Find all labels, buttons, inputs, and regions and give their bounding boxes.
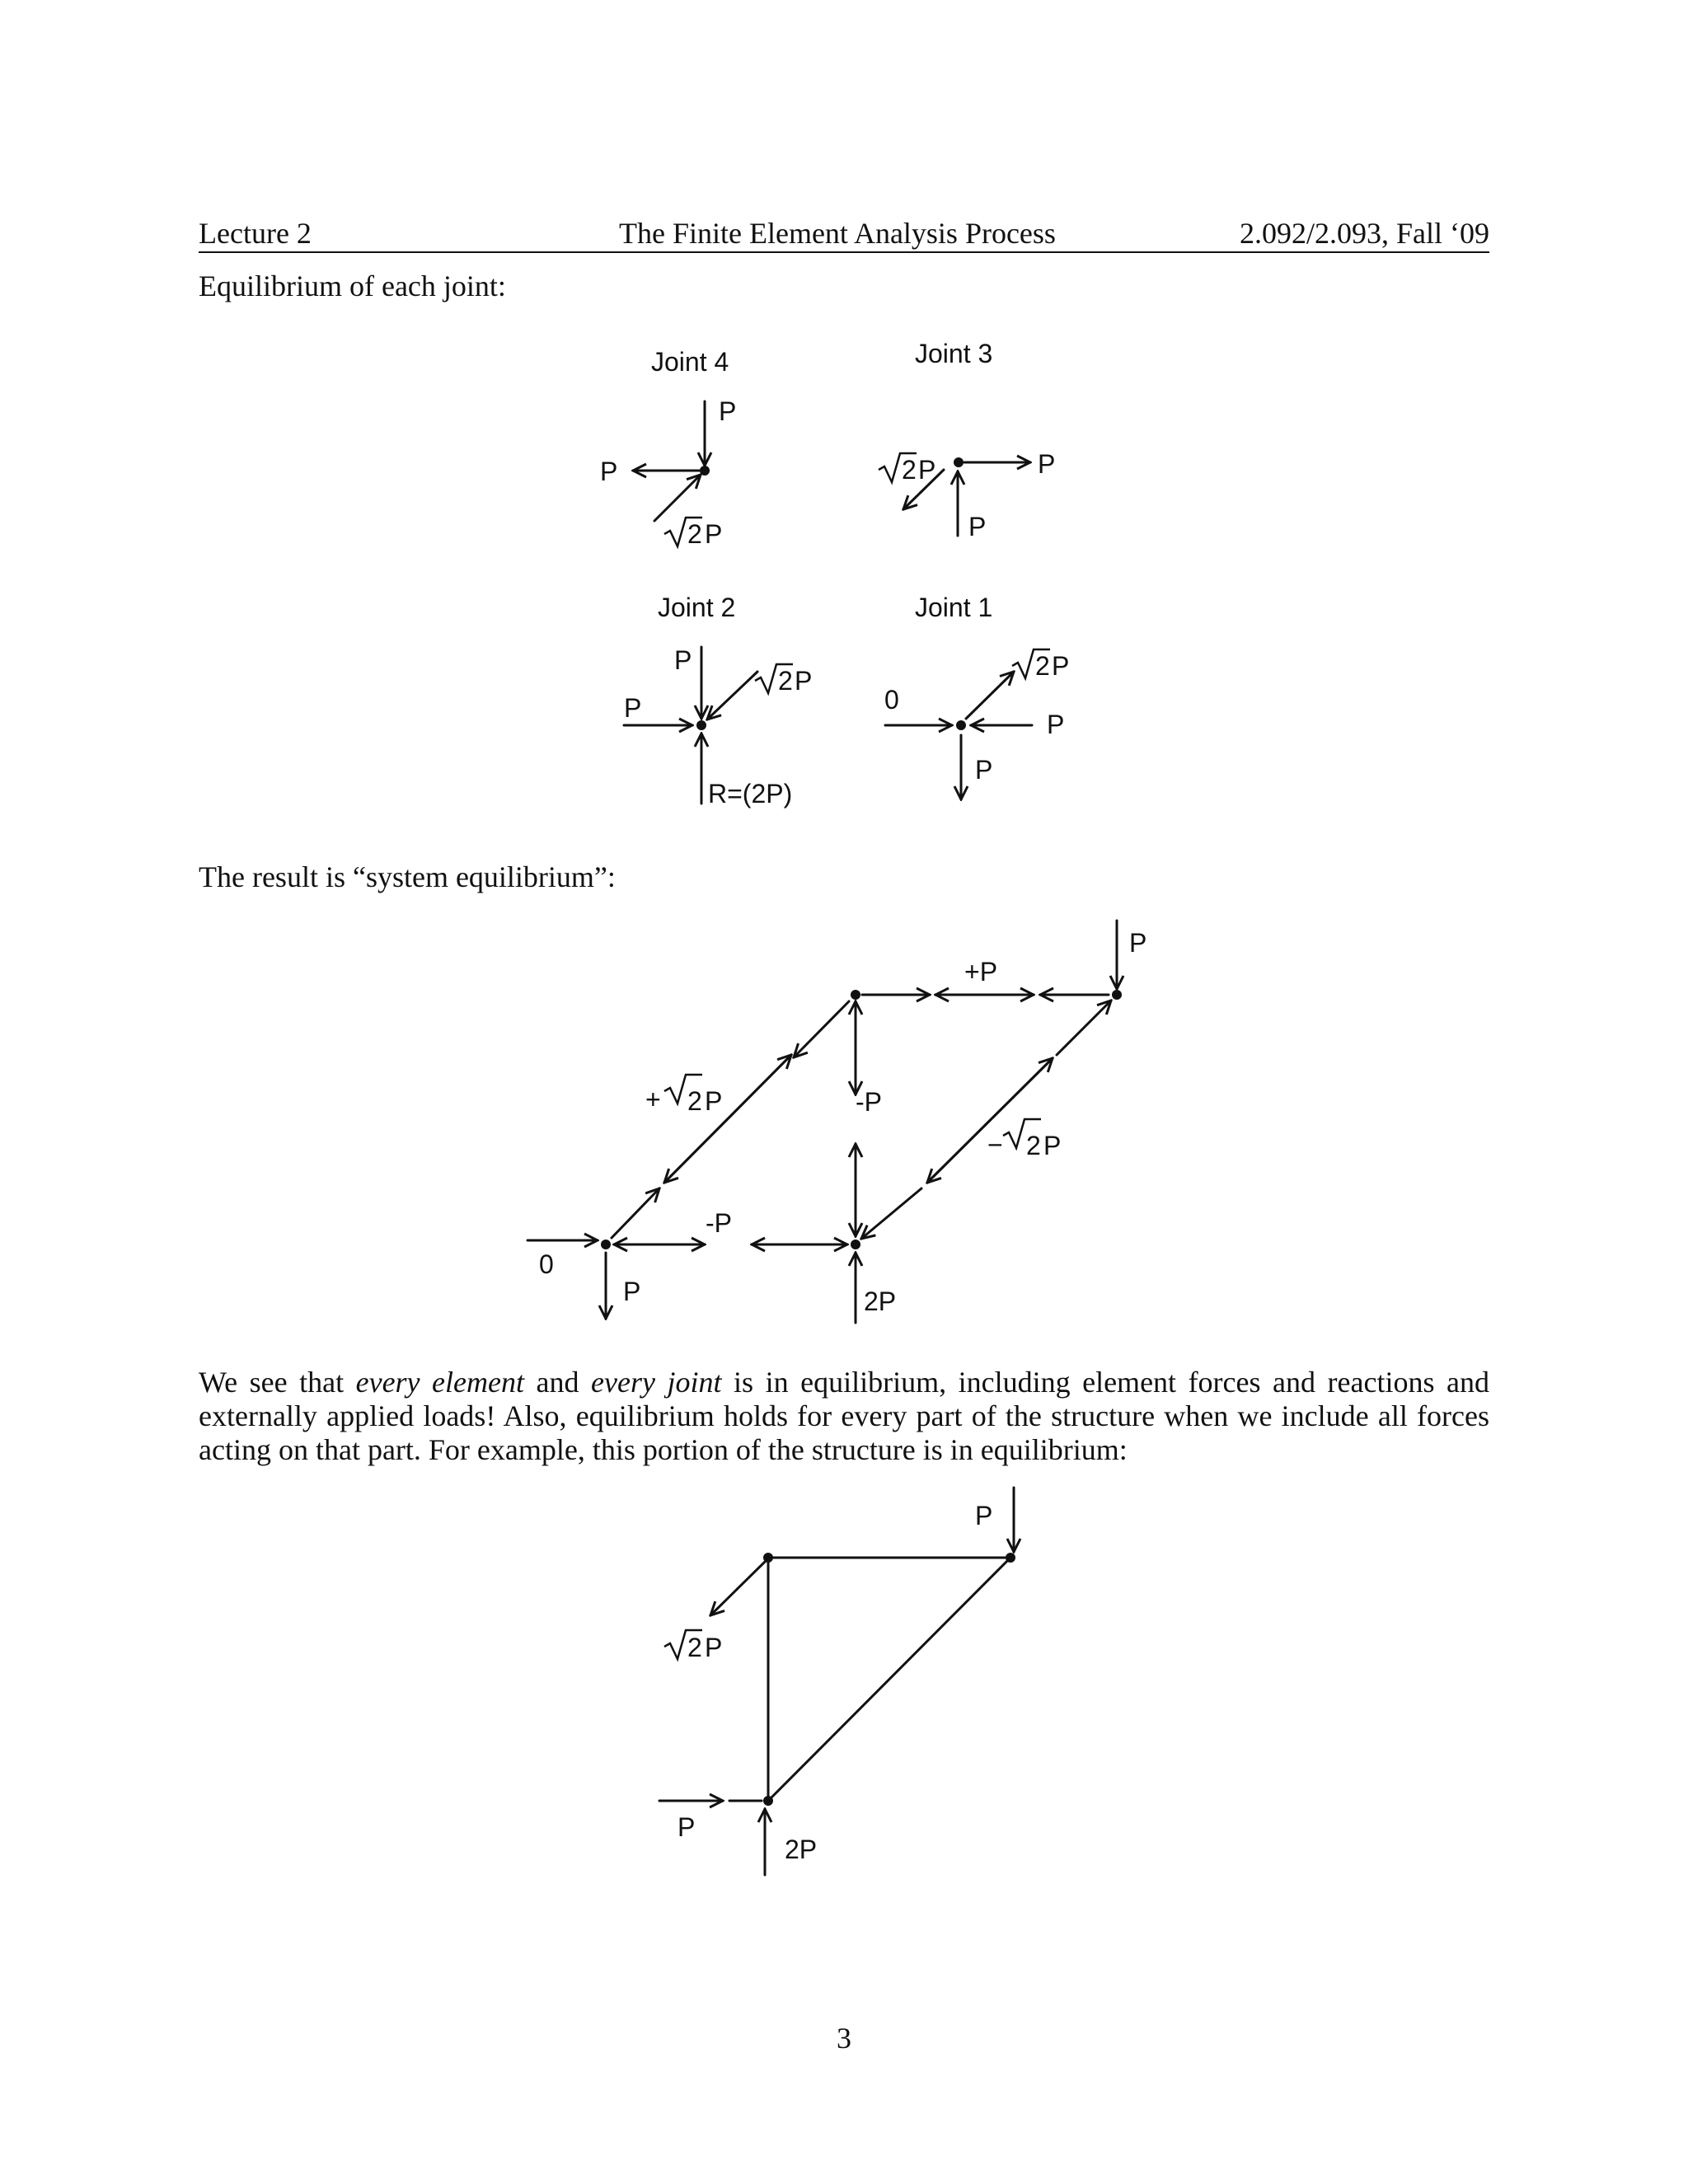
top-member-label: +P	[964, 957, 998, 987]
sqrt-two: 2	[1035, 651, 1050, 681]
bottom-member-label: -P	[706, 1208, 732, 1238]
joint-2-left-label: P	[624, 693, 642, 723]
sqrt-two: 2	[902, 455, 917, 485]
portion-reaction-label: 2P	[785, 1835, 818, 1864]
text-span: is in equilibrium, including element forces and reactions and	[721, 1366, 1489, 1399]
joint-1-left-label: 0	[884, 685, 899, 715]
joint-2-title: Joint 2	[658, 593, 736, 622]
joint-1-diag-p: P	[1052, 651, 1070, 681]
system-equilibrium-intro: The result is “system equilibrium”:	[199, 860, 616, 893]
sqrt-two: 2	[687, 1086, 702, 1116]
joint-4-left-label: P	[600, 457, 618, 486]
right-reaction-label: 2P	[864, 1286, 897, 1316]
left-diagonal-sign: +	[645, 1085, 661, 1114]
portion-load-label: P	[975, 1501, 993, 1530]
joint-1-bottom-label: P	[975, 755, 993, 785]
joint-1-right-label: P	[1047, 710, 1065, 739]
right-diagonal-sign: −	[987, 1130, 1003, 1160]
header-lecture: Lecture 2	[199, 217, 312, 250]
joint-2-top-label: P	[674, 645, 692, 675]
portion-diag-p: P	[705, 1633, 723, 1662]
text-span: We see that	[199, 1366, 356, 1399]
sqrt-two: 2	[778, 666, 793, 696]
emphasis-every-joint: every joint	[591, 1366, 722, 1399]
header-title: The Finite Element Analysis Process	[619, 217, 1056, 250]
page-number: 3	[837, 2022, 851, 2055]
joint-4-title: Joint 4	[651, 347, 729, 377]
portion-diagonal-member	[768, 1558, 1010, 1801]
joint-3-right-label: P	[1038, 449, 1056, 479]
sqrt-two: 2	[1026, 1131, 1041, 1160]
sqrt-two: 2	[687, 519, 702, 549]
joint-3-diag-p: P	[918, 455, 936, 485]
joint-1-title: Joint 1	[915, 593, 993, 622]
right-diagonal-p: P	[1043, 1131, 1062, 1160]
joint-4-diag-p: P	[705, 519, 723, 549]
left-reaction-label: P	[623, 1277, 641, 1306]
joint-2-diag-p: P	[795, 666, 813, 696]
vertical-member-label: -P	[856, 1087, 882, 1117]
header-course: 2.092/2.093, Fall ‘09	[1240, 217, 1489, 250]
left-diagonal-p: P	[705, 1086, 723, 1116]
left-support-label: 0	[539, 1249, 554, 1279]
portion-diag-force-arrow	[710, 1562, 765, 1615]
emphasis-every-element: every element	[355, 1366, 524, 1399]
text-span: and	[524, 1366, 592, 1399]
joint-equilibrium-intro: Equilibrium of each joint:	[199, 269, 506, 302]
applied-load-label: P	[1129, 928, 1147, 958]
portion-left-force-label: P	[678, 1812, 696, 1842]
joint-3-bottom-label: P	[968, 512, 987, 541]
joint-3-title: Joint 3	[915, 339, 993, 368]
sqrt-two: 2	[687, 1633, 702, 1662]
joint-4-top-label: P	[719, 396, 737, 426]
joint-2-reaction-label: R=(2P)	[708, 779, 793, 808]
explanation-line-3: acting on that part. For example, this portion of the structure is in equilibrium:	[199, 1433, 1128, 1466]
explanation-line-2: externally applied loads! Also, equilibrium holds for every part of the structure when we include all forces	[199, 1399, 1489, 1432]
